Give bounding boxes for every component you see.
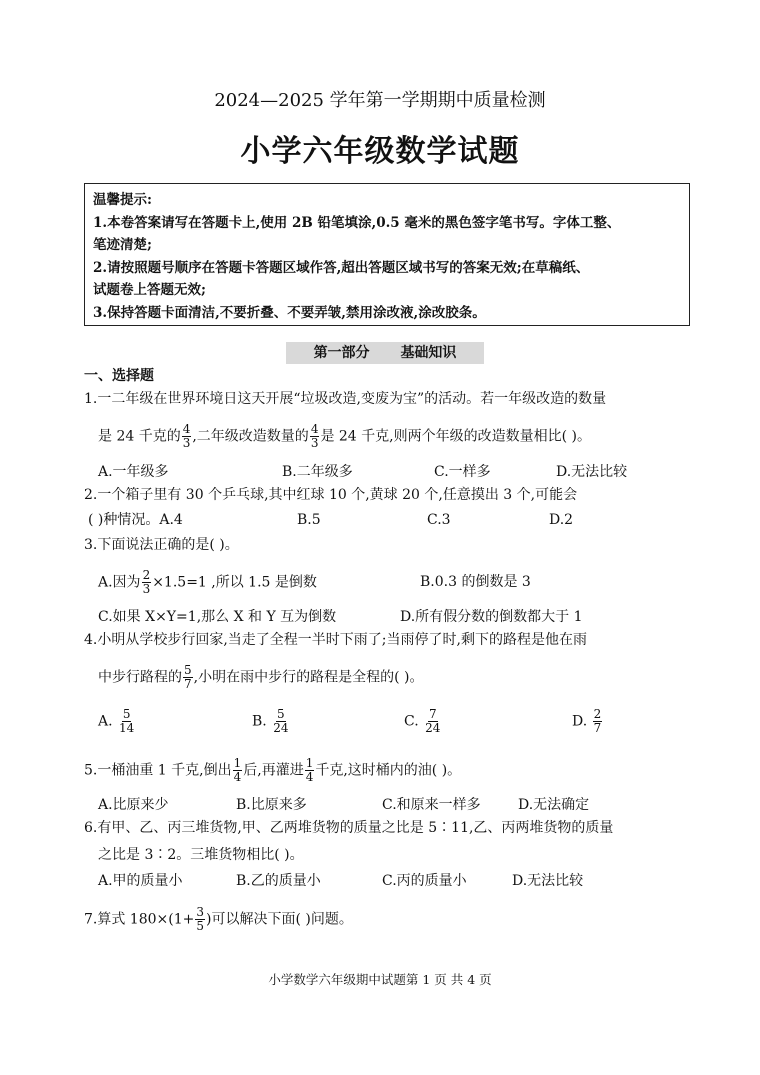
q3-option-d: D.所有假分数的倒数都大于 1 [400, 609, 583, 625]
fraction: $\frac{1}{4}$ [305, 756, 314, 784]
q4-option-b: B. $\frac{5}{24}$ [252, 707, 289, 735]
q5-option-b: B.比原来多 [236, 797, 307, 813]
question-2-text: 2.一个箱子里有 30 个乒乓球,其中红球 10 个,黄球 20 个,任意摸出 3 个,可能会 [84, 487, 578, 503]
question-3-text: 3.下面说法正确的是( )。 [84, 537, 239, 553]
fraction: $\frac{5}{24}$ [273, 707, 289, 735]
question-4-text-2: 中步行路程的 $\frac{5}{7}$ ,小明在雨中步行的路程是全程的( )。 [98, 663, 424, 691]
q4-option-d: D. $\frac{2}{7}$ [572, 707, 602, 735]
fraction: $\frac{2}{3}$ [142, 568, 151, 596]
question-5-text: 5.一桶油重 1 千克,倒出 $\frac{1}{4}$ 后,再灌进 $\frac{1}{4}$ 千克,这时桶内的油( )。 [84, 756, 462, 784]
question-4-text: 4.小明从学校步行回家,当走了全程一半时下雨了;当雨停了时,剩下的路程是他在雨 [84, 632, 587, 648]
q6-option-b: B.乙的质量小 [236, 873, 321, 889]
q2-option-c: C.3 [427, 512, 451, 528]
fraction: $\frac{7}{24}$ [425, 707, 441, 735]
notice-box [84, 183, 690, 326]
section-heading: 一、选择题 [84, 368, 154, 384]
exam-subtitle: 小学六年级数学试题 [240, 134, 520, 169]
question-6-text: 6.有甲、乙、丙三堆货物,甲、乙两堆货物的质量之比是 5∶11,乙、丙两堆货物的质量 [84, 820, 614, 836]
q6-option-a: A.甲的质量小 [98, 873, 183, 889]
question-2-text-2: ( )种情况。A.4 [88, 512, 183, 528]
fraction: $\frac{4}{3}$ [310, 422, 319, 450]
q1-option-c: C.一样多 [434, 464, 491, 480]
fraction: $\frac{2}{7}$ [593, 707, 602, 735]
notice-line: 笔迹清楚; [93, 237, 152, 253]
part-name: 基础知识 [400, 345, 457, 361]
exam-title: 2024—2025 学年第一学期期中质量检测 [214, 90, 546, 111]
notice-line: 试题卷上答题无效; [93, 282, 206, 298]
q1-option-d: D.无法比较 [556, 464, 628, 480]
q5-option-c: C.和原来一样多 [382, 797, 481, 813]
notice-line: 3.保持答题卡面清洁,不要折叠、不要弄皱,禁用涂改液,涂改胶条。 [93, 304, 486, 321]
fraction: $\frac{5}{14}$ [119, 707, 135, 735]
q6-option-d: D.无法比较 [512, 873, 584, 889]
q2-option-b: B.5 [297, 512, 321, 528]
question-6-text-2: 之比是 3∶2。三堆货物相比( )。 [98, 847, 304, 863]
q4-option-c: C. $\frac{7}{24}$ [404, 707, 441, 735]
notice-line: 2.请按照题号顺序在答题卡答题区域作答,超出答题区域书写的答案无效;在草稿纸、 [93, 259, 590, 276]
q3-option-b: B.0.3 的倒数是 3 [420, 574, 531, 590]
notice-line: 1.本卷答案请写在答题卡上,使用 2B 铅笔填涂,0.5 毫米的黑色签字笔书写。字体工整、 [93, 214, 621, 231]
question-1-text: 1.一二年级在世界环境日这天开展“垃圾改造,变废为宝”的活动。若一年级改造的数量 [84, 391, 607, 407]
q5-option-a: A.比原来少 [98, 797, 169, 813]
question-1-text-2: 是 24 千克的 $\frac{4}{3}$ ,二年级改造数量的 $\frac{4}{3}$ 是 24 千克,则两个年级的改造数量相比( )。 [98, 422, 591, 450]
notice-heading: 温馨提示: [93, 192, 152, 208]
q1-option-a: A.一年级多 [98, 464, 169, 480]
page-footer: 小学数学六年级期中试题第 1 页 共 4 页 [268, 972, 492, 987]
q3-option-a: A.因为 $\frac{2}{3}$ ×1.5=1 ,所以 1.5 是倒数 [98, 568, 317, 596]
part-heading [286, 342, 484, 364]
fraction: $\frac{5}{7}$ [184, 663, 192, 691]
part-label: 第一部分 [313, 345, 370, 361]
q2-option-d: D.2 [549, 512, 574, 528]
q3-option-c: C.如果 X×Y=1,那么 X 和 Y 互为倒数 [98, 609, 337, 625]
fraction: $\frac{4}{3}$ [182, 422, 191, 450]
fraction: $\frac{3}{5}$ [196, 905, 204, 933]
q5-option-d: D.无法确定 [518, 797, 590, 813]
q1-option-b: B.二年级多 [282, 464, 353, 480]
fraction: $\frac{1}{4}$ [233, 756, 242, 784]
question-7-text: 7.算式 180×(1+ $\frac{3}{5}$ )可以解决下面( )问题。 [84, 905, 353, 933]
q4-option-a: A. $\frac{5}{14}$ [98, 707, 135, 735]
q6-option-c: C.丙的质量小 [382, 873, 467, 889]
